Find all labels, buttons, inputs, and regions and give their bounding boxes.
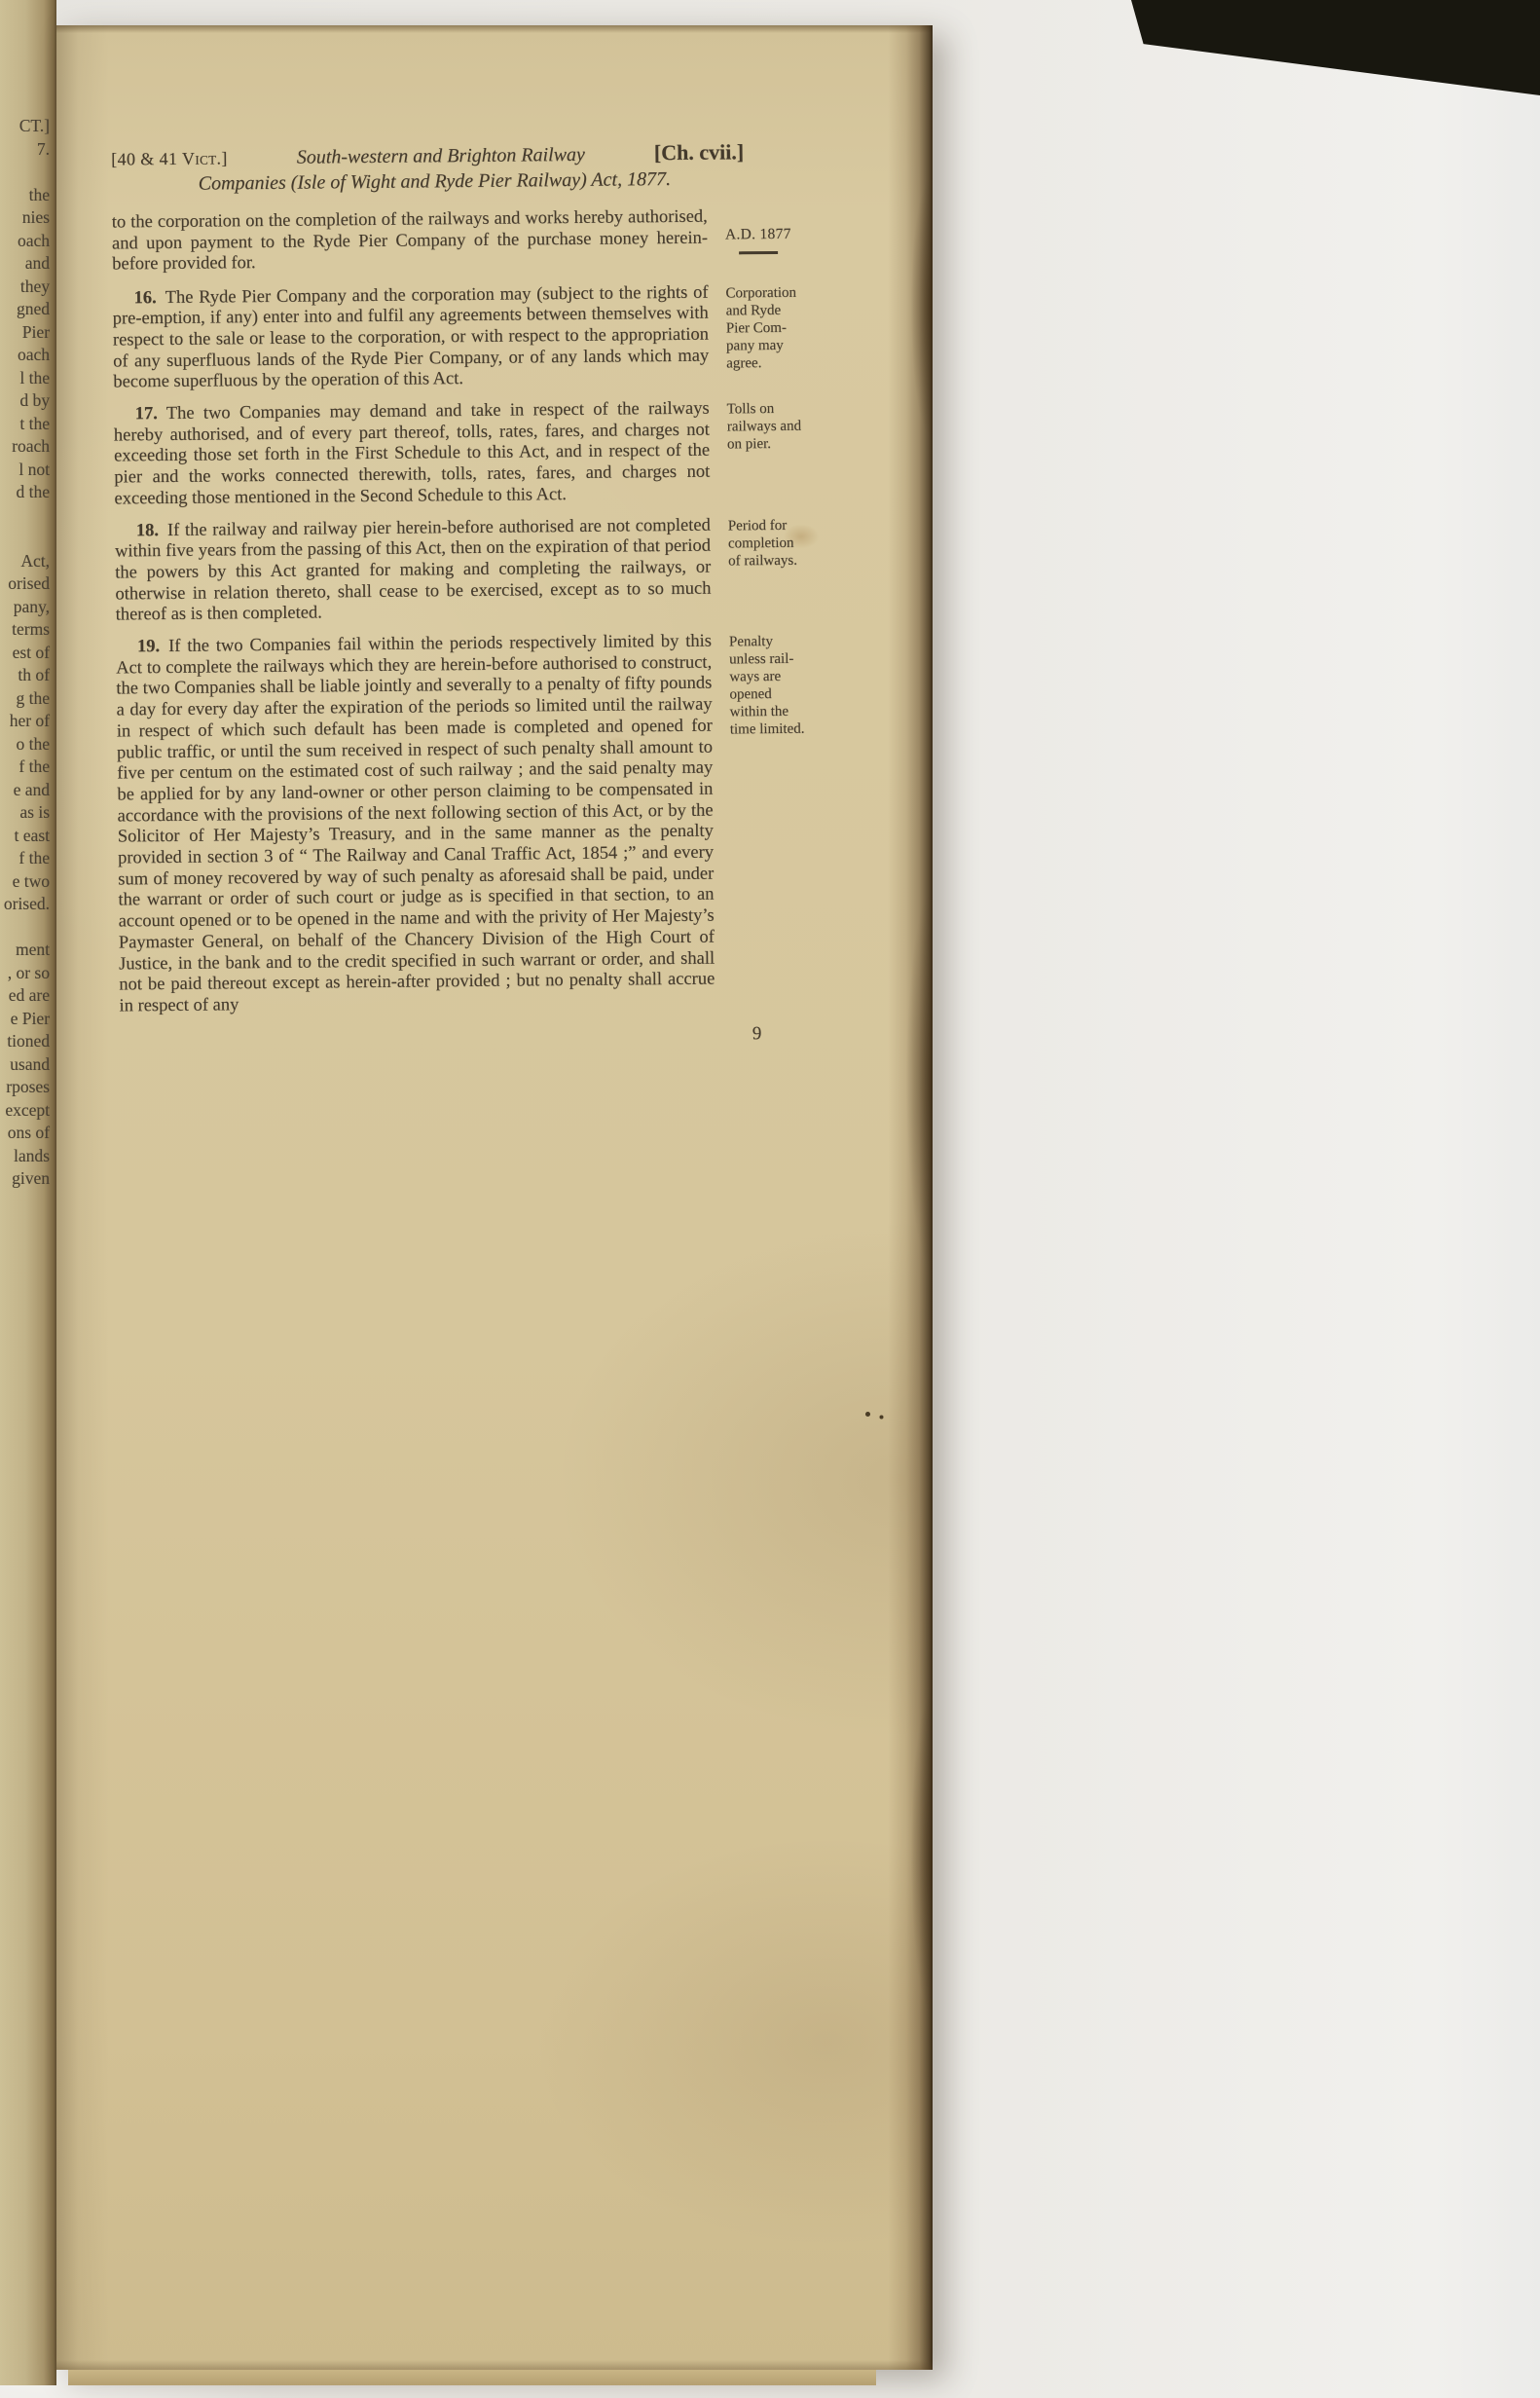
text-fragment: t the (19, 413, 50, 433)
page-worn-edge (888, 25, 933, 2370)
section-16-paragraph (112, 282, 709, 393)
text-fragment: except (5, 1099, 50, 1120)
margin-note (725, 281, 825, 387)
text-fragment: usand (10, 1053, 50, 1074)
text-fragment: oach (17, 345, 50, 364)
document-page (56, 25, 933, 2370)
chapter-number: [Ch. cvii.] (653, 139, 745, 166)
ink-specks (865, 1412, 870, 1417)
text-fragment: l not (18, 459, 50, 479)
section-number: 18. (135, 520, 160, 540)
text-fragment: nies (21, 207, 50, 227)
facing-page-text-fragments (0, 0, 56, 1191)
text-fragment: roach (12, 436, 50, 456)
margin-note (727, 397, 827, 503)
page-content (111, 138, 832, 1051)
text-fragment: gned (16, 299, 50, 318)
paragraph-text: The Ryde Pier Company and the corporation may (subject to the rights of pre-emption, if any) enter into and fulfil any agreements between themselves with respect to the sale or lease to the corporation, or with respect to the appropriation of any superfluous lands of the Ryde Pier Company, or of any lands which may become superfluous by the operation of this Act. (112, 282, 710, 392)
section-18-paragraph (115, 515, 712, 626)
paragraph-row (116, 631, 832, 1018)
text-fragment: lands (14, 1145, 50, 1165)
text-fragment: ment (16, 940, 50, 959)
facing-page-edge (0, 0, 56, 2385)
paragraph-text: The two Companies may demand and take in respect of the railways hereby authorised, and of every part thereof, tolls, rates, fares, and charges not exceeding those set forth in the First Schedule to this Act, and in respect of the pier and the works connected therewith, tolls, rates, fares, and charges not exceeding those mentioned in the Second Schedule to this Act. (113, 398, 711, 509)
margin-note-text: Period for completion of railways. (727, 517, 798, 569)
page-stack-edge (68, 2370, 876, 2385)
text-fragment: o the (16, 733, 50, 754)
text-fragment: orised (8, 573, 50, 593)
margin-note (729, 631, 832, 1013)
text-fragment (0, 161, 50, 184)
paragraph-text: to the corporation on the completion of the railways and works hereby authorised, and upon payment to the Ryde Pier Company of the purchase money herein-before provided for. (111, 206, 709, 275)
running-head (111, 139, 744, 196)
text-fragment: oach (17, 230, 50, 250)
paragraph-text: If the two Companies fail within the periods respectively limited by this Act to complete the railways which they are herein-before authorised to construct, the two Companies shall be liable jointly and severally to a penalty of fifty pounds a day for every day after the expiration of the periods so limited until the railway in respect of which such default has been made is completed and opened for public traffic, or until the sum received in respect of such penalty shall amount to five per centum on the estimated cost of such railway ; and the said penalty may be applied for by any land-owner or other person claiming to be compensated in accordance with the provisions of the next following section of this Act, or by the Solicitor of Her Majesty’s Treasury, and in the same manner as the penalty provided in section 3 of “ The Railway and Canal Traffic Act, 1854 ;” and every sum of money recovered by way of such penalty as aforesaid shall be paid, under the warrant or order of such court or judge as is specified in that section, to an account opened or to be opened in the name and with the privity of Her Majesty’s Paymaster General, on behalf of the Chancery Division of the High Court of Justice, in the bank and to the credit specified in such warrant or order, and shall not be paid thereout except as herein-after provided ; but no penalty shall accrue in respect of any (116, 631, 715, 1016)
text-fragment: th of (18, 665, 50, 684)
margin-note (728, 514, 828, 620)
paragraph-row (112, 281, 825, 394)
margin-note-text: Corporation and Ryde Pier Com- pany may agree. (725, 284, 797, 371)
text-fragment: orised. (3, 894, 50, 913)
text-fragment: as is (19, 802, 50, 822)
section-17-paragraph (114, 399, 711, 510)
text-fragment: CT.] (18, 116, 50, 135)
text-fragment: 7. (36, 138, 50, 159)
margin-note-date (725, 205, 825, 271)
margin-note-text: Penalty unless rail- ways are opened within the time limited. (728, 634, 805, 738)
text-fragment: l the (19, 367, 50, 387)
paragraph-row (112, 205, 825, 277)
text-fragment: f the (18, 756, 50, 776)
text-fragment: tioned (7, 1031, 50, 1051)
margin-note-text: Tolls on railways and on pier. (726, 401, 802, 453)
text-fragment: the (28, 184, 50, 204)
text-fragment: and (24, 253, 50, 273)
text-fragment: d by (19, 390, 50, 410)
text-fragment: pany, (13, 596, 50, 616)
text-fragment (0, 916, 50, 940)
text-fragment: d the (16, 482, 50, 501)
text-fragment: Act, (20, 550, 50, 571)
scan-corner-background (1131, 0, 1540, 95)
section-number: 16. (133, 287, 157, 308)
text-fragment: terms (12, 619, 50, 639)
text-fragment: e and (13, 779, 50, 799)
text-fragment (0, 504, 50, 528)
text-fragment: ons of (7, 1123, 50, 1142)
page-number: 9 (752, 1022, 762, 1044)
text-fragment: given (12, 1168, 50, 1188)
text-fragment: her of (9, 711, 50, 730)
running-head-line2: Companies (Isle of Wight and Ryde Pier Railway) Act, 1877. (198, 167, 672, 195)
text-fragment: rposes (6, 1077, 50, 1096)
text-fragment: g the (16, 687, 50, 708)
act-short-title: South-western and Brighton Railway (296, 143, 585, 168)
section-number: 19. (136, 637, 161, 657)
section-number: 17. (134, 404, 158, 424)
text-fragment: ed are (8, 985, 50, 1005)
text-fragment: t east (14, 825, 50, 845)
section-19-paragraph (116, 632, 715, 1018)
text-fragment (0, 527, 50, 550)
text-fragment: e Pier (10, 1008, 50, 1028)
paragraph-text: If the railway and railway pier herein-before authorised are not completed within five years from the passing of this Act, then on the expiration of that period the powers by this Act granted for making and completing the railways, or otherwise in relation thereto, shall cease to be exercised, except as to so much thereof as is then completed. (114, 515, 712, 625)
text-fragment: Pier (21, 321, 50, 342)
margin-note-text: A.D. 1877 (724, 225, 791, 243)
text-fragment: e two (12, 870, 50, 891)
date-rule (739, 251, 778, 254)
text-fragment: , or so (7, 962, 50, 982)
text-fragment: f the (18, 848, 50, 867)
paragraph-continuation (112, 207, 709, 277)
text-fragment: they (19, 276, 50, 296)
paragraph-row (115, 514, 828, 627)
running-head-line1 (111, 139, 744, 170)
regnal-citation: [40 & 41 Vict.] (111, 148, 228, 169)
text-fragment: est of (12, 642, 50, 662)
paragraph-row (114, 397, 827, 510)
